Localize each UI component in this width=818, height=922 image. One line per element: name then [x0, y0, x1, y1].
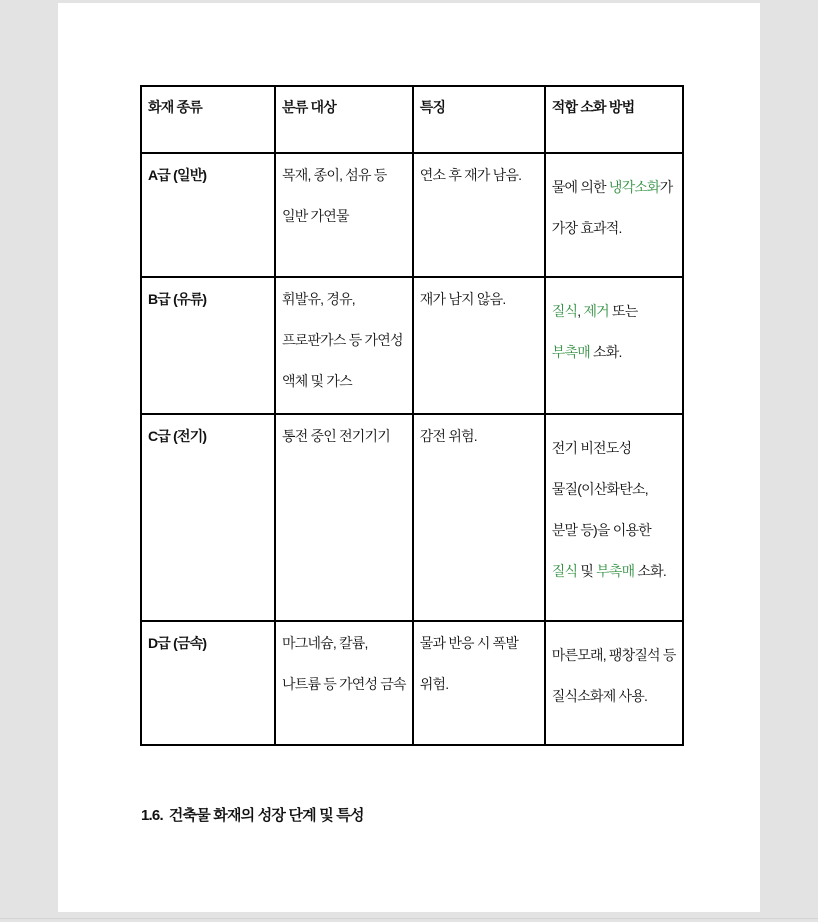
table-row-class-d: [141, 621, 683, 745]
document-page: [58, 3, 760, 912]
section-title: 건축물 화재의 성장 단계 및 특성: [168, 807, 364, 824]
cell-class: C급 (전기): [141, 414, 275, 621]
highlight-term: 질식: [551, 303, 578, 319]
header-target: 분류 대상: [275, 86, 413, 153]
table-row-class-a: [141, 153, 683, 277]
cell-target: 마그네슘, 칼륨, 나트륨 등 가연성 금속: [275, 621, 413, 745]
highlight-term: 질식: [551, 563, 578, 579]
cell-method: 물에 의한 냉각소화가 가장 효과적.: [545, 153, 683, 277]
cell-class: D급 (금속): [141, 621, 275, 745]
table-row-class-b: [141, 277, 683, 414]
header-method: 적합 소화 방법: [545, 86, 683, 153]
cell-target: 통전 중인 전기기기: [275, 414, 413, 621]
header-fire-type: 화재 종류: [141, 86, 275, 153]
cell-method: 전기 비전도성 물질(이산화탄소, 분말 등)을 이용한 질식 및 부촉매 소화.: [545, 414, 683, 621]
highlight-term: 제거: [583, 303, 609, 319]
fire-class-table: [140, 85, 684, 746]
section-heading: [141, 804, 364, 825]
highlight-term: 냉각소화: [608, 179, 660, 195]
highlight-term: 부촉매: [551, 344, 590, 360]
header-feature: 특징: [413, 86, 545, 153]
cell-target: 목재, 종이, 섬유 등 일반 가연물: [275, 153, 413, 277]
viewer-bottom-divider: [0, 918, 818, 919]
cell-class: A급 (일반): [141, 153, 275, 277]
cell-method: 마른모래, 팽창질석 등 질식소화제 사용.: [545, 621, 683, 745]
section-number: 1.6.: [141, 807, 163, 824]
cell-class: B급 (유류): [141, 277, 275, 414]
cell-feature: 감전 위험.: [413, 414, 545, 621]
cell-feature: 물과 반응 시 폭발 위험.: [413, 621, 545, 745]
table-header-row: [141, 86, 683, 153]
cell-method: 질식, 제거 또는 부촉매 소화.: [545, 277, 683, 414]
table-row-class-c: [141, 414, 683, 621]
cell-target: 휘발유, 경유, 프로판가스 등 가연성 액체 및 가스: [275, 277, 413, 414]
cell-feature: 재가 남지 않음.: [413, 277, 545, 414]
cell-feature: 연소 후 재가 남음.: [413, 153, 545, 277]
highlight-term: 부촉매: [596, 563, 635, 579]
